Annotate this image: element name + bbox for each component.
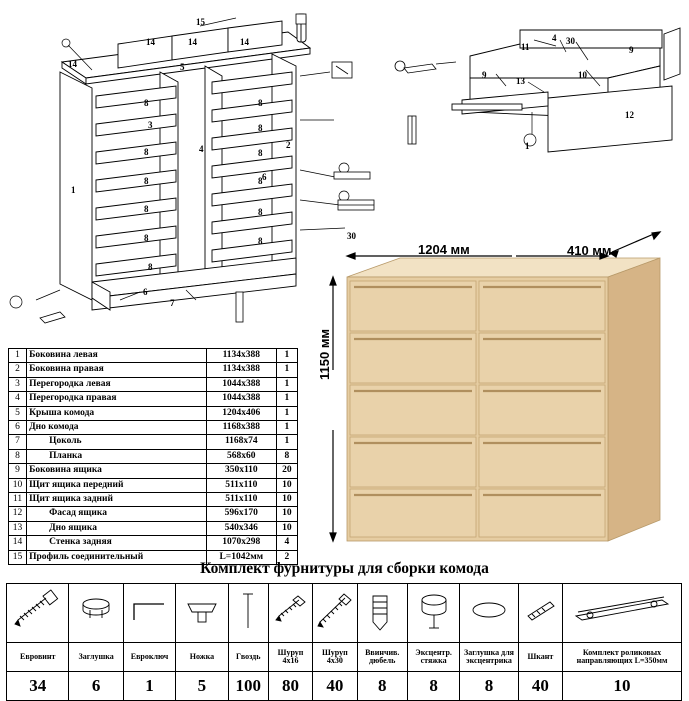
hardware-count: 100 xyxy=(228,672,268,701)
part-no: 12 xyxy=(9,507,27,521)
hardware-kit-table xyxy=(6,583,682,701)
part-no: 4 xyxy=(9,392,27,406)
part-no: 9 xyxy=(9,464,27,478)
callout-14-b: 14 xyxy=(188,37,197,47)
part-no: 5 xyxy=(9,406,27,420)
drawer-callout-4: 4 xyxy=(552,33,557,43)
euro-key-icon xyxy=(123,584,175,643)
dowel-screw-icon xyxy=(357,584,407,643)
hardware-label: Евровинт xyxy=(7,643,69,672)
callout-8-i: 8 xyxy=(258,207,263,217)
callout-8-a: 8 xyxy=(144,98,149,108)
callout-8-j: 8 xyxy=(144,233,149,243)
callout-8-h: 8 xyxy=(144,204,149,214)
part-name: Фасад ящика xyxy=(27,507,207,521)
screw-4x30-icon xyxy=(313,584,357,643)
callout-14-d: 14 xyxy=(68,59,77,69)
drawer-callout-9-b: 9 xyxy=(482,70,487,80)
callout-15: 15 xyxy=(196,17,205,27)
part-size: 1044х388 xyxy=(206,377,276,391)
drawer-callout-13: 13 xyxy=(516,76,525,86)
part-name: Боковина ящика xyxy=(27,464,207,478)
foot-icon xyxy=(176,584,228,643)
part-no: 14 xyxy=(9,536,27,550)
part-qty: 10 xyxy=(276,478,297,492)
hardware-label: Комплект роликовых направляющих L=350мм xyxy=(563,643,682,672)
callout-8-l: 8 xyxy=(148,262,153,272)
callout-1: 1 xyxy=(71,185,76,195)
hardware-label: Шуруп 4х16 xyxy=(268,643,312,672)
part-size: 540х346 xyxy=(206,521,276,535)
hardware-count: 34 xyxy=(7,672,69,701)
roller-slides-icon xyxy=(563,584,682,643)
part-size: 596х170 xyxy=(206,507,276,521)
part-qty: 20 xyxy=(276,464,297,478)
part-size: 511х110 xyxy=(206,478,276,492)
callout-8-f: 8 xyxy=(144,176,149,186)
callout-2: 2 xyxy=(286,140,291,150)
callout-14-a: 14 xyxy=(146,37,155,47)
part-size: 1134х388 xyxy=(206,349,276,363)
part-qty: 1 xyxy=(276,377,297,391)
part-qty: 8 xyxy=(276,449,297,463)
part-size: 1134х388 xyxy=(206,363,276,377)
part-no: 15 xyxy=(9,550,27,564)
hardware-count: 40 xyxy=(518,672,562,701)
part-size: 1044х388 xyxy=(206,392,276,406)
callout-30: 30 xyxy=(347,231,356,241)
part-no: 7 xyxy=(9,435,27,449)
screw-4x16-icon xyxy=(268,584,312,643)
part-qty: 1 xyxy=(276,392,297,406)
part-no: 6 xyxy=(9,421,27,435)
hardware-count: 5 xyxy=(176,672,228,701)
callout-6-b: 6 xyxy=(143,287,148,297)
drawer-callout-11: 11 xyxy=(521,42,530,52)
part-name: Щит ящика задний xyxy=(27,493,207,507)
drawer-callout-30: 30 xyxy=(566,36,575,46)
part-size: L=1042мм xyxy=(206,550,276,564)
part-no: 1 xyxy=(9,349,27,363)
hardware-count: 8 xyxy=(460,672,518,701)
hardware-count: 10 xyxy=(563,672,682,701)
part-qty: 2 xyxy=(276,550,297,564)
hardware-count: 6 xyxy=(69,672,123,701)
part-name: Дно комода xyxy=(27,421,207,435)
part-qty: 1 xyxy=(276,421,297,435)
height-dimension-label: 1150 мм xyxy=(317,328,332,380)
part-qty: 10 xyxy=(276,493,297,507)
part-name: Цоколь xyxy=(27,435,207,449)
part-name: Боковина правая xyxy=(27,363,207,377)
hardware-count: 8 xyxy=(407,672,459,701)
drawer-callout-10: 10 xyxy=(578,70,587,80)
part-size: 350х110 xyxy=(206,464,276,478)
callout-8-e: 8 xyxy=(258,148,263,158)
callout-8-g: 8 xyxy=(258,176,263,186)
hardware-label: Эксцентр. стяжка xyxy=(407,643,459,672)
callout-8-d: 8 xyxy=(144,147,149,157)
hardware-label: Шуруп 4х30 xyxy=(313,643,357,672)
part-size: 1204х406 xyxy=(206,406,276,420)
hardware-label-row xyxy=(7,643,682,672)
part-name: Боковина левая xyxy=(27,349,207,363)
euro-screw-icon xyxy=(7,584,69,643)
callout-3: 3 xyxy=(148,120,153,130)
drawer-callout-1: 1 xyxy=(525,141,530,151)
callout-8-b: 8 xyxy=(258,98,263,108)
part-size: 568х60 xyxy=(206,449,276,463)
hardware-icon-row xyxy=(7,584,682,643)
part-name: Планка xyxy=(27,449,207,463)
cap-icon xyxy=(69,584,123,643)
hardware-count: 8 xyxy=(357,672,407,701)
hardware-count: 80 xyxy=(268,672,312,701)
callout-5: 5 xyxy=(180,62,185,72)
part-qty: 1 xyxy=(276,363,297,377)
hardware-label: Заглушка xyxy=(69,643,123,672)
part-size: 1070х298 xyxy=(206,536,276,550)
part-name: Перегородка правая xyxy=(27,392,207,406)
hardware-label: Ножка xyxy=(176,643,228,672)
callout-14-c: 14 xyxy=(240,37,249,47)
hardware-label: Гвоздь xyxy=(228,643,268,672)
hardware-label: Заглушка для эксцентрика xyxy=(460,643,518,672)
callout-7: 7 xyxy=(170,298,175,308)
callout-6-a: 6 xyxy=(262,172,267,182)
dowel-icon xyxy=(518,584,562,643)
hardware-label: Шкант xyxy=(518,643,562,672)
part-name: Профиль соединительный xyxy=(27,550,207,564)
part-size: 511х110 xyxy=(206,493,276,507)
part-qty: 1 xyxy=(276,406,297,420)
hardware-count-row xyxy=(7,672,682,701)
drawer-callout-12: 12 xyxy=(625,110,634,120)
part-size: 1168х74 xyxy=(206,435,276,449)
part-qty: 1 xyxy=(276,349,297,363)
hardware-count: 1 xyxy=(123,672,175,701)
part-name: Щит ящика передний xyxy=(27,478,207,492)
hardware-count: 40 xyxy=(313,672,357,701)
part-size: 1168х388 xyxy=(206,421,276,435)
part-qty: 4 xyxy=(276,536,297,550)
callout-4: 4 xyxy=(199,144,204,154)
hardware-label: Ввинчив. дюбель xyxy=(357,643,407,672)
callout-8-k: 8 xyxy=(258,236,263,246)
part-no: 8 xyxy=(9,449,27,463)
part-qty: 10 xyxy=(276,521,297,535)
part-name: Дно ящика xyxy=(27,521,207,535)
eccentric-tie-icon xyxy=(407,584,459,643)
width-dimension-label: 1204 мм xyxy=(418,242,470,257)
part-no: 2 xyxy=(9,363,27,377)
hardware-kit-title: Комплект фурнитуры для сборки комода xyxy=(200,560,489,577)
nail-icon xyxy=(228,584,268,643)
part-no: 3 xyxy=(9,377,27,391)
part-qty: 1 xyxy=(276,435,297,449)
part-name: Перегородка левая xyxy=(27,377,207,391)
eccentric-cap-icon xyxy=(460,584,518,643)
drawer-callout-9-a: 9 xyxy=(629,45,634,55)
hardware-label: Евроключ xyxy=(123,643,175,672)
part-no: 13 xyxy=(9,521,27,535)
part-name: Крыша комода xyxy=(27,406,207,420)
part-qty: 10 xyxy=(276,507,297,521)
depth-dimension-label: 410 мм xyxy=(567,243,612,258)
part-name: Стенка задняя xyxy=(27,536,207,550)
part-no: 11 xyxy=(9,493,27,507)
part-no: 10 xyxy=(9,478,27,492)
callout-8-c: 8 xyxy=(258,123,263,133)
